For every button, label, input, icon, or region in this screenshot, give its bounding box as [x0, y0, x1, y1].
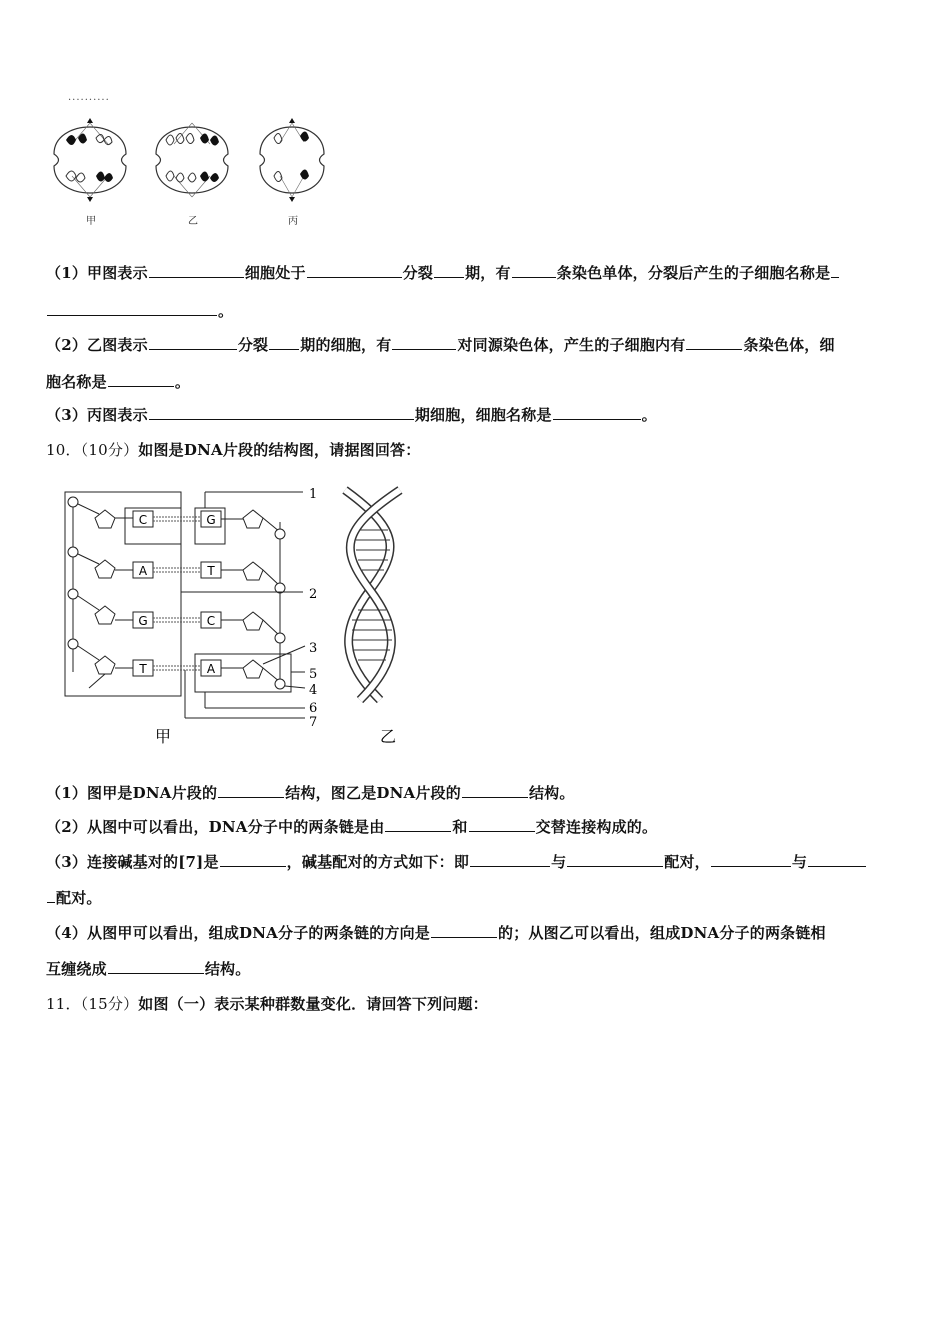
base-right-3: C: [206, 614, 216, 628]
blank[interactable]: [392, 335, 456, 350]
blank[interactable]: [711, 852, 791, 867]
base-right-4: A: [206, 662, 216, 676]
blank[interactable]: [831, 263, 839, 278]
double-helix: [345, 490, 400, 700]
blank[interactable]: [567, 852, 663, 867]
label-6: 6: [309, 701, 318, 716]
row-1: [68, 497, 285, 544]
blank[interactable]: [462, 783, 528, 798]
label-1: 1: [309, 487, 318, 502]
figure-label-yi: 乙: [380, 727, 397, 746]
q11-header: 11．（15分）如图（一）表示某种群数量变化．请回答下列问题：: [46, 995, 488, 1013]
q10-part4-cont: 互缠绕成 结构。: [46, 960, 251, 978]
blank[interactable]: [808, 852, 866, 867]
label-3: 3: [309, 641, 318, 656]
q9-part2-cont: 胞名称是 。: [46, 373, 191, 391]
row-2: [68, 547, 285, 593]
base-left-4: T: [139, 662, 147, 676]
q9-part2: （2）乙图表示 分裂 期的细胞，有 对同源染色体，产生的子细胞内有 条染色体，细: [46, 336, 835, 354]
cell-yi: [156, 123, 228, 197]
blank[interactable]: [470, 852, 550, 867]
blank[interactable]: [269, 335, 299, 350]
blank[interactable]: [553, 405, 641, 420]
blank[interactable]: [469, 817, 535, 832]
blank[interactable]: [307, 263, 402, 278]
blank[interactable]: [149, 405, 414, 420]
base-right-2: T: [207, 564, 215, 578]
label-7: 7: [309, 715, 318, 730]
blank[interactable]: [220, 852, 286, 867]
cell-label-jia: 甲: [86, 216, 96, 227]
blank[interactable]: [431, 923, 497, 938]
q9-part3: （3）丙图表示 期细胞，细胞名称是 。: [46, 406, 657, 424]
row-4: [68, 639, 291, 692]
blank[interactable]: [47, 888, 55, 903]
cell-division-figure: [40, 100, 340, 230]
blank[interactable]: [47, 301, 217, 316]
blank[interactable]: [512, 263, 556, 278]
blank[interactable]: [108, 959, 204, 974]
label-2: 2: [309, 587, 318, 602]
q10-part1: （1）图甲是DNA片段的 结构，图乙是DNA片段的 结构。: [46, 784, 575, 802]
cell-jia: [54, 118, 126, 202]
q10-part4: （4）从图甲可以看出，组成DNA分子的两条链的方向是 的；从图乙可以看出，组成DNA分子的两条链相: [46, 924, 826, 942]
label-4: 4: [309, 683, 318, 698]
blank[interactable]: [108, 372, 174, 387]
base-left-2: A: [138, 564, 148, 578]
blank[interactable]: [434, 263, 464, 278]
q10-part3-cont: 配对。: [46, 887, 102, 908]
blank[interactable]: [686, 335, 742, 350]
blank[interactable]: [149, 335, 237, 350]
blank[interactable]: [385, 817, 451, 832]
figure-label-jia: 甲: [155, 727, 172, 746]
base-right-1: G: [206, 513, 216, 527]
base-left-3: G: [138, 614, 148, 628]
blank[interactable]: [149, 263, 244, 278]
cell-bing: [260, 118, 324, 202]
q10-header: 10．（10分）如图是DNA片段的结构图，请据图回答：: [46, 441, 421, 459]
q9-part1: （1）甲图表示 细胞处于 分裂 期，有 条染色单体，分裂后产生的子细胞名称是: [46, 262, 840, 283]
row-3: [68, 589, 285, 643]
base-left-1: C: [138, 513, 148, 527]
cell-label-bing: 丙: [288, 216, 298, 227]
label-5: 5: [309, 667, 318, 682]
blank[interactable]: [218, 783, 284, 798]
q10-part3: （3）连接碱基对的[7]是 ，碱基配对的方式如下：即 与 配对， 与: [46, 851, 867, 872]
dna-structure-figure: [55, 482, 440, 750]
cell-label-yi: 乙: [188, 216, 198, 227]
q9-part1-cont: 。: [46, 300, 233, 321]
top-dots: ..........: [68, 92, 110, 103]
q10-part2: （2）从图中可以看出，DNA分子中的两条链是由 和 交替连接构成的。: [46, 818, 658, 836]
